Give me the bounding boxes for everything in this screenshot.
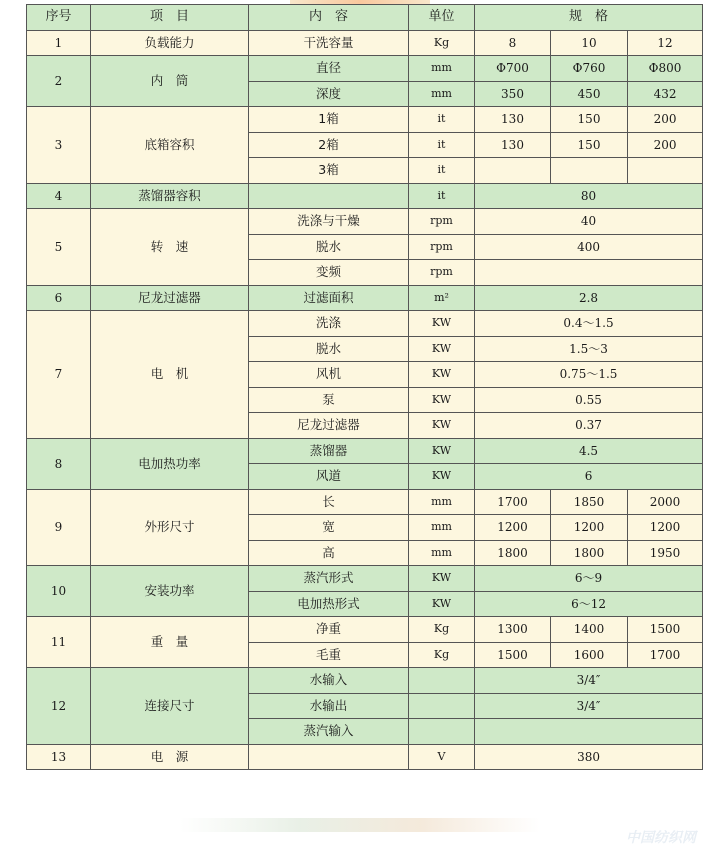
- content-cell: 风机: [249, 362, 409, 388]
- value-cell: 1800: [475, 540, 551, 566]
- value-cell: 3/4″: [475, 693, 703, 719]
- table-row: [27, 183, 703, 209]
- item-cell: 电加热功率: [91, 438, 249, 489]
- unit-cell: [409, 719, 475, 745]
- value-cell: 1500: [628, 617, 703, 643]
- value-cell: [475, 260, 703, 286]
- item-cell: 电 机: [91, 311, 249, 439]
- seq-cell: 12: [27, 668, 91, 745]
- unit-cell: KW: [409, 413, 475, 439]
- table-row: [27, 285, 703, 311]
- content-cell: 深度: [249, 81, 409, 107]
- unit-cell: it: [409, 132, 475, 158]
- table-row: [27, 438, 703, 464]
- value-cell: 0.55: [475, 387, 703, 413]
- unit-cell: Kg: [409, 642, 475, 668]
- seq-cell: 5: [27, 209, 91, 286]
- content-cell: 尼龙过滤器: [249, 413, 409, 439]
- value-cell: [475, 158, 551, 184]
- value-cell: 432: [628, 81, 703, 107]
- unit-cell: V: [409, 744, 475, 770]
- unit-cell: KW: [409, 387, 475, 413]
- table-row: [27, 107, 703, 133]
- value-cell: 1950: [628, 540, 703, 566]
- unit-cell: m²: [409, 285, 475, 311]
- content-cell: 脱水: [249, 234, 409, 260]
- content-cell: 过滤面积: [249, 285, 409, 311]
- content-cell: 蒸汽输入: [249, 719, 409, 745]
- seq-cell: 4: [27, 183, 91, 209]
- item-cell: 连接尺寸: [91, 668, 249, 745]
- unit-cell: Kg: [409, 617, 475, 643]
- unit-cell: rpm: [409, 260, 475, 286]
- value-cell: 6: [475, 464, 703, 490]
- item-cell: 尼龙过滤器: [91, 285, 249, 311]
- value-cell: 2.8: [475, 285, 703, 311]
- value-cell: 0.75～1.5: [475, 362, 703, 388]
- seq-cell: 11: [27, 617, 91, 668]
- value-cell: 0.4～1.5: [475, 311, 703, 337]
- item-cell: 内 筒: [91, 56, 249, 107]
- table-row: [27, 668, 703, 694]
- value-cell: 6～12: [475, 591, 703, 617]
- spec-table-container: [26, 4, 702, 770]
- header-spec: 规 格: [475, 5, 703, 31]
- value-cell: 1.5～3: [475, 336, 703, 362]
- value-cell: 1850: [551, 489, 628, 515]
- content-cell: 电加热形式: [249, 591, 409, 617]
- value-cell: 4.5: [475, 438, 703, 464]
- unit-cell: mm: [409, 515, 475, 541]
- unit-cell: mm: [409, 540, 475, 566]
- value-cell: 0.37: [475, 413, 703, 439]
- unit-cell: KW: [409, 464, 475, 490]
- value-cell: [475, 719, 703, 745]
- table-row: [27, 744, 703, 770]
- value-cell: 150: [551, 107, 628, 133]
- content-cell: 2箱: [249, 132, 409, 158]
- header-seq: 序号: [27, 5, 91, 31]
- value-cell: 3/4″: [475, 668, 703, 694]
- content-cell: 净重: [249, 617, 409, 643]
- content-cell: 风道: [249, 464, 409, 490]
- table-row: [27, 489, 703, 515]
- value-cell: 1200: [475, 515, 551, 541]
- content-cell: [249, 744, 409, 770]
- value-cell: 1800: [551, 540, 628, 566]
- value-cell: 200: [628, 132, 703, 158]
- value-cell: 200: [628, 107, 703, 133]
- unit-cell: KW: [409, 591, 475, 617]
- value-cell: 380: [475, 744, 703, 770]
- table-row: [27, 311, 703, 337]
- header-item: 项 目: [91, 5, 249, 31]
- seq-cell: 13: [27, 744, 91, 770]
- value-cell: Φ700: [475, 56, 551, 82]
- unit-cell: [409, 668, 475, 694]
- content-cell: 蒸汽形式: [249, 566, 409, 592]
- value-cell: 1700: [628, 642, 703, 668]
- unit-cell: KW: [409, 438, 475, 464]
- value-cell: 2000: [628, 489, 703, 515]
- content-cell: 变频: [249, 260, 409, 286]
- table-row: [27, 56, 703, 82]
- table-row: [27, 30, 703, 56]
- content-cell: 毛重: [249, 642, 409, 668]
- content-cell: 水输入: [249, 668, 409, 694]
- content-cell: 直径: [249, 56, 409, 82]
- value-cell: 6～9: [475, 566, 703, 592]
- value-cell: 10: [551, 30, 628, 56]
- bottom-decoration: [180, 818, 540, 832]
- table-row: [27, 617, 703, 643]
- item-cell: 转 速: [91, 209, 249, 286]
- unit-cell: KW: [409, 566, 475, 592]
- unit-cell: [409, 693, 475, 719]
- value-cell: 450: [551, 81, 628, 107]
- header-content: 内 容: [249, 5, 409, 31]
- seq-cell: 10: [27, 566, 91, 617]
- unit-cell: mm: [409, 81, 475, 107]
- unit-cell: it: [409, 183, 475, 209]
- content-cell: 蒸馏器: [249, 438, 409, 464]
- header-unit: 单位: [409, 5, 475, 31]
- content-cell: 洗涤: [249, 311, 409, 337]
- value-cell: 1600: [551, 642, 628, 668]
- value-cell: 1700: [475, 489, 551, 515]
- value-cell: 400: [475, 234, 703, 260]
- content-cell: 高: [249, 540, 409, 566]
- table-row: [27, 209, 703, 235]
- value-cell: [628, 158, 703, 184]
- item-cell: 电 源: [91, 744, 249, 770]
- seq-cell: 2: [27, 56, 91, 107]
- item-cell: 重 量: [91, 617, 249, 668]
- value-cell: 40: [475, 209, 703, 235]
- value-cell: 1300: [475, 617, 551, 643]
- content-cell: 脱水: [249, 336, 409, 362]
- value-cell: [551, 158, 628, 184]
- unit-cell: rpm: [409, 209, 475, 235]
- value-cell: 8: [475, 30, 551, 56]
- value-cell: 1500: [475, 642, 551, 668]
- unit-cell: Kg: [409, 30, 475, 56]
- table-header-row: [27, 5, 703, 31]
- spec-table: [26, 4, 703, 770]
- value-cell: 1400: [551, 617, 628, 643]
- unit-cell: KW: [409, 362, 475, 388]
- seq-cell: 7: [27, 311, 91, 439]
- content-cell: [249, 183, 409, 209]
- value-cell: 12: [628, 30, 703, 56]
- content-cell: 水输出: [249, 693, 409, 719]
- seq-cell: 8: [27, 438, 91, 489]
- seq-cell: 1: [27, 30, 91, 56]
- value-cell: 130: [475, 107, 551, 133]
- content-cell: 1箱: [249, 107, 409, 133]
- unit-cell: mm: [409, 56, 475, 82]
- value-cell: 130: [475, 132, 551, 158]
- item-cell: 安装功率: [91, 566, 249, 617]
- value-cell: 1200: [628, 515, 703, 541]
- content-cell: 洗涤与干燥: [249, 209, 409, 235]
- content-cell: 3箱: [249, 158, 409, 184]
- value-cell: Φ760: [551, 56, 628, 82]
- seq-cell: 3: [27, 107, 91, 184]
- value-cell: 80: [475, 183, 703, 209]
- unit-cell: it: [409, 158, 475, 184]
- content-cell: 宽: [249, 515, 409, 541]
- seq-cell: 9: [27, 489, 91, 566]
- value-cell: 1200: [551, 515, 628, 541]
- item-cell: 蒸馏器容积: [91, 183, 249, 209]
- content-cell: 泵: [249, 387, 409, 413]
- item-cell: 底箱容积: [91, 107, 249, 184]
- content-cell: 干洗容量: [249, 30, 409, 56]
- value-cell: 150: [551, 132, 628, 158]
- unit-cell: it: [409, 107, 475, 133]
- unit-cell: mm: [409, 489, 475, 515]
- watermark-text: 中国纺织网: [626, 830, 696, 846]
- unit-cell: KW: [409, 311, 475, 337]
- item-cell: 负载能力: [91, 30, 249, 56]
- seq-cell: 6: [27, 285, 91, 311]
- unit-cell: KW: [409, 336, 475, 362]
- content-cell: 长: [249, 489, 409, 515]
- table-row: [27, 566, 703, 592]
- value-cell: Φ800: [628, 56, 703, 82]
- unit-cell: rpm: [409, 234, 475, 260]
- item-cell: 外形尺寸: [91, 489, 249, 566]
- value-cell: 350: [475, 81, 551, 107]
